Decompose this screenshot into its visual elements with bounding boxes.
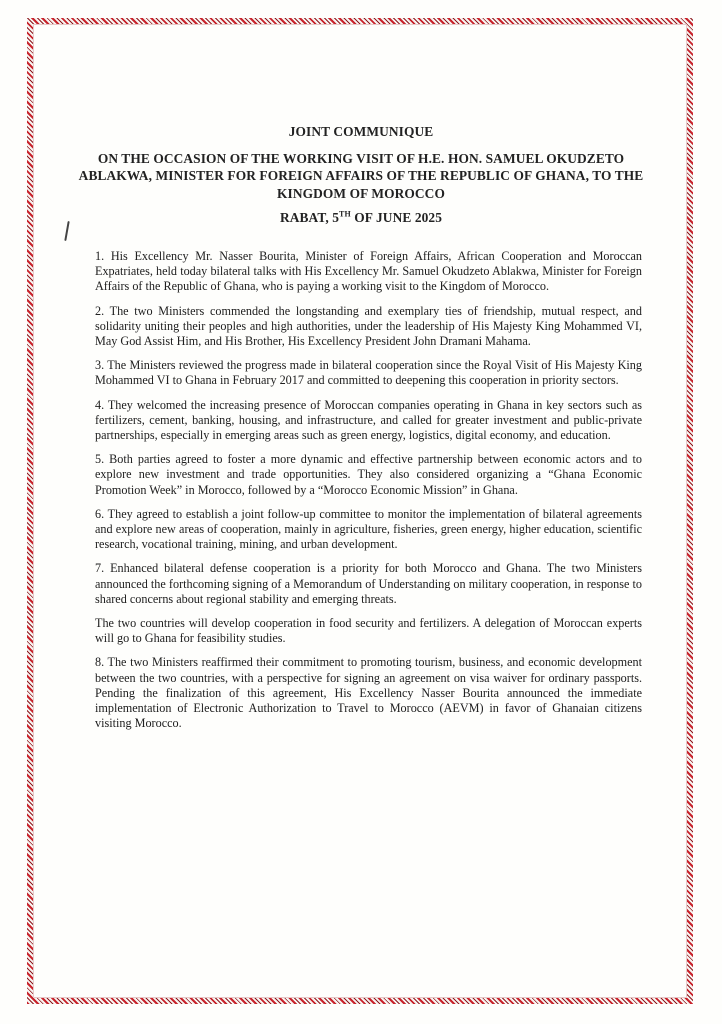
paragraph-4: 4. They welcomed the increasing presence of Moroccan companies operating in Ghana in key sectors such as fertilizers, cement, banking, housing, and infrastructure, and called for greater investment and public-private partnerships, especially in emerging areas such as green energy, logistics, digital economy, and education.: [95, 397, 642, 443]
dateline-suffix: OF JUNE 2025: [350, 210, 443, 225]
document-subtitle: ON THE OCCASION OF THE WORKING VISIT OF H.E. HON. SAMUEL OKUDZETO ABLAKWA, MINISTER FOR FOREIGN AFFAIRS OF THE REPUBLIC OF GHANA, TO THE KINGDOM OF MOROCCO: [78, 150, 644, 201]
paragraph-6: 6. They agreed to establish a joint follow-up committee to monitor the implementation of bilateral agreements and explore new areas of cooperation, mainly in agriculture, fisheries, green energy, higher education, scientific research, vocational training, mining, and urban development.: [95, 506, 642, 552]
dateline-prefix: RABAT, 5: [279, 210, 340, 225]
paragraph-7b: The two countries will develop cooperation in food security and fertilizers. A delegation of Moroccan experts will go to Ghana for feasibility studies.: [95, 616, 642, 646]
dateline-ordinal: TH: [339, 209, 351, 219]
communique-header: [60, 123, 662, 227]
paragraph-8: 8. The two Ministers reaffirmed their commitment to promoting tourism, business, and economic development between the two countries, with a perspective for signing an agreement on visa waiver for ordinary passports. Pending the finalization of this agreement, His Excellency Nasser Bourita announced the immediate implementation of Electronic Authorization to Travel to Morocco (AEVM) in favor of Ghanaian citizens visiting Morocco.: [95, 655, 642, 731]
paragraph-2: 2. The two Ministers commended the longstanding and exemplary ties of friendship, mutual respect, and solidarity uniting their peoples and high authorities, under the leadership of His Majesty King Mohammed VI, May God Assist Him, and His Brother, His Excellency President John Dramani Mahama.: [95, 303, 642, 349]
paragraph-7: 7. Enhanced bilateral defense cooperation is a priority for both Morocco and Ghana. The two Ministers announced the forthcoming signing of a Memorandum of Understanding on military cooperation, in response to shared concerns about regional stability and emerging threats.: [95, 561, 642, 606]
dateline: [60, 209, 662, 227]
paragraph-1: 1. His Excellency Mr. Nasser Bourita, Minister of Foreign Affairs, African Cooperation and Moroccan Expatriates, held today bilateral talks with His Excellency Mr. Samuel Okudzeto Ablakwa, Minister for Foreign Affairs of the Republic of Ghana, who is paying a working visit to the Kingdom of Morocco.: [95, 249, 642, 294]
document-title: JOINT COMMUNIQUE: [288, 124, 434, 139]
paragraph-3: 3. The Ministers reviewed the progress made in bilateral cooperation since the Royal Visit of His Majesty King Mohammed VI to Ghana in February 2017 and committed to deepening this cooperation in priority sectors.: [95, 358, 642, 388]
paragraph-5: 5. Both parties agreed to foster a more dynamic and effective partnership between economic actors and to explore new investment and trade opportunities. They also considered organizing a “Ghana Economic Promotion Week” in Morocco, followed by a “Morocco Economic Mission” in Ghana.: [95, 452, 642, 497]
communique-body: [95, 249, 642, 740]
